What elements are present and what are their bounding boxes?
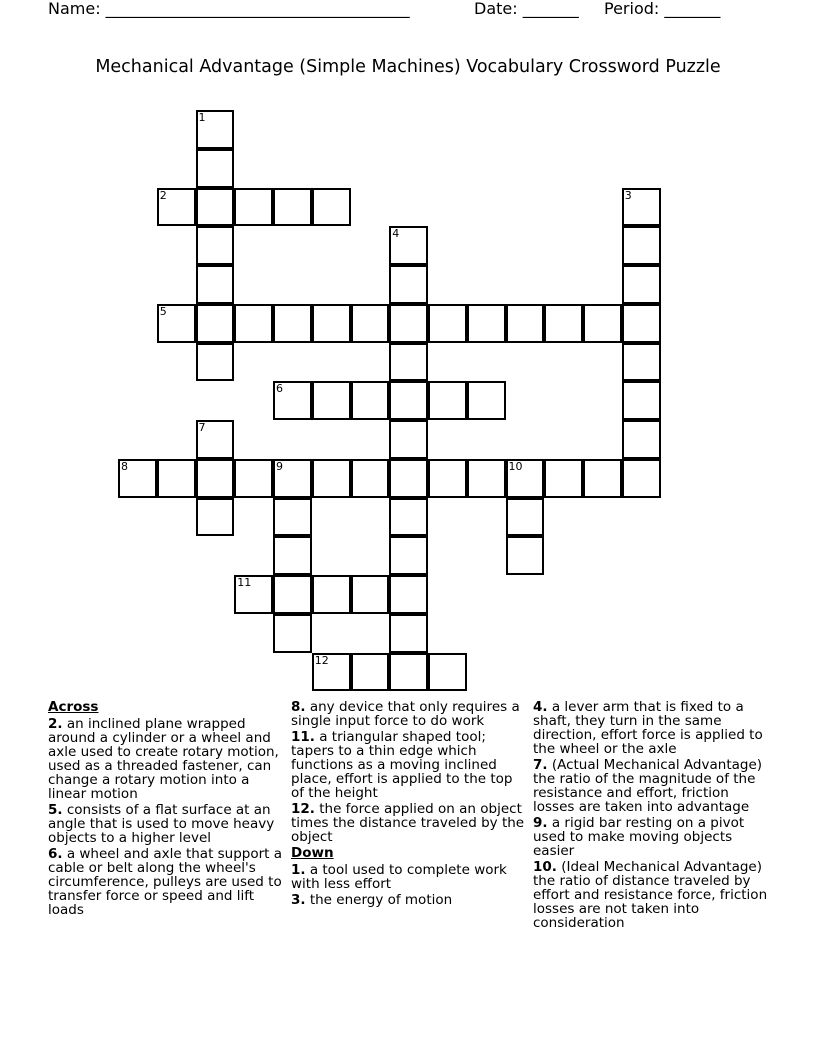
grid-cell[interactable] <box>351 653 390 692</box>
grid-cell[interactable] <box>196 110 235 149</box>
grid-cell[interactable] <box>389 498 428 537</box>
grid-cell[interactable] <box>234 459 273 498</box>
grid-cell[interactable] <box>544 459 583 498</box>
grid-cell[interactable] <box>622 459 661 498</box>
grid-cell[interactable] <box>351 575 390 614</box>
across-clue: 11. a triangular shaped tool; tapers to a thin edge which functions as a moving inclined place, effort is applied to the top of the height <box>291 729 513 801</box>
clue-number: 11 <box>237 576 252 589</box>
grid-cell[interactable] <box>312 381 351 420</box>
clue-number: 2 <box>159 188 167 202</box>
down-heading: Down <box>291 845 334 861</box>
grid-cell[interactable] <box>351 459 390 498</box>
grid-cell[interactable] <box>196 188 235 227</box>
across-clue: 12. the force applied on an object times the distance traveled by the object <box>291 801 525 845</box>
clue-number: 4 <box>392 227 400 241</box>
grid-cell[interactable] <box>389 420 428 459</box>
grid-cell[interactable] <box>622 343 661 382</box>
grid-cell[interactable] <box>351 304 390 343</box>
grid-cell[interactable] <box>389 614 428 653</box>
across-heading: Across <box>48 699 99 715</box>
grid-cell[interactable] <box>312 653 351 692</box>
grid-cell[interactable] <box>622 304 661 343</box>
grid-cell[interactable] <box>234 575 273 614</box>
clue-number: 5 <box>159 304 167 318</box>
grid-cell[interactable] <box>234 188 273 227</box>
clue-number: 8 <box>121 459 128 473</box>
clue-number: 6 <box>276 382 283 396</box>
grid-cell[interactable] <box>273 459 312 498</box>
date-field[interactable]: Date: _______ <box>474 0 579 18</box>
clue-column-3 <box>533 700 771 932</box>
grid-cell[interactable] <box>157 188 196 227</box>
grid-cell[interactable] <box>622 188 661 227</box>
across-clue: 5. consists of a flat surface at an angle that is used to move heavy objects to a higher level <box>48 802 275 846</box>
grid-cell[interactable] <box>622 381 661 420</box>
grid-cell[interactable] <box>622 226 661 265</box>
grid-cell[interactable] <box>351 381 390 420</box>
grid-cell[interactable] <box>389 343 428 382</box>
clue-number: 1 <box>198 111 206 124</box>
grid-cell[interactable] <box>196 265 235 304</box>
grid-cell[interactable] <box>506 498 545 537</box>
grid-cell[interactable] <box>389 459 428 498</box>
grid-cell[interactable] <box>467 304 506 343</box>
grid-cell[interactable] <box>196 420 235 459</box>
down-clue: 4. a lever arm that is fixed to a shaft, they turn in the same direction, effort force is applied to the wheel or the axle <box>533 699 763 757</box>
grid-cell[interactable] <box>196 304 235 343</box>
grid-cell[interactable] <box>428 381 467 420</box>
grid-cell[interactable] <box>467 381 506 420</box>
grid-cell[interactable] <box>273 498 312 537</box>
grid-cell[interactable] <box>118 459 157 498</box>
grid-cell[interactable] <box>157 304 196 343</box>
grid-cell[interactable] <box>234 304 273 343</box>
grid-cell[interactable] <box>273 188 312 227</box>
grid-cell[interactable] <box>544 304 583 343</box>
grid-cell[interactable] <box>196 498 235 537</box>
clue-number: 12 <box>314 653 329 667</box>
across-clue: 2. an inclined plane wrapped around a cylinder or a wheel and axle used to create rotary motion, used as a threaded fastener, can change a rotary motion into a linear motion <box>48 716 279 802</box>
across-clue: 8. any device that only requires a single input force to do work <box>291 699 520 729</box>
grid-cell[interactable] <box>506 304 545 343</box>
down-clue: 9. a rigid bar resting on a pivot used to make moving objects easier <box>533 815 745 859</box>
grid-cell[interactable] <box>196 149 235 188</box>
across-clue: 6. a wheel and axle that support a cable or belt along the wheel's circumference, pulleys are used to transfer force or speed and lift loads <box>48 846 283 918</box>
page-title: Mechanical Advantage (Simple Machines) Vocabulary Crossword Puzzle <box>95 57 721 77</box>
grid-cell[interactable] <box>389 381 428 420</box>
name-field[interactable]: Name: ______________________________________ <box>48 0 410 18</box>
grid-cell[interactable] <box>312 188 351 227</box>
grid-cell[interactable] <box>389 653 428 692</box>
clue-number: 9 <box>276 459 283 473</box>
grid-cell[interactable] <box>583 304 622 343</box>
clue-column-1 <box>48 700 286 919</box>
clue-number: 3 <box>624 188 632 202</box>
clue-number: 7 <box>198 421 206 434</box>
down-clue: 1. a tool used to complete work with less effort <box>291 862 507 892</box>
grid-cell[interactable] <box>467 459 506 498</box>
grid-cell[interactable] <box>196 226 235 265</box>
grid-cell[interactable] <box>273 536 312 575</box>
grid-cell[interactable] <box>312 304 351 343</box>
grid-cell[interactable] <box>157 459 196 498</box>
grid-cell[interactable] <box>389 265 428 304</box>
clue-number: 10 <box>508 459 523 473</box>
grid-cell[interactable] <box>622 265 661 304</box>
down-clue: 3. the energy of motion <box>291 892 453 908</box>
grid-cell[interactable] <box>389 575 428 614</box>
grid-cell[interactable] <box>428 653 467 692</box>
down-clue: 10. (Ideal Mechanical Advantage) the ratio of distance traveled by effort and resistance force, friction losses are not taken into consideration <box>533 859 768 931</box>
grid-cell[interactable] <box>389 536 428 575</box>
grid-cell[interactable] <box>312 459 351 498</box>
grid-cell[interactable] <box>273 575 312 614</box>
grid-cell[interactable] <box>389 304 428 343</box>
grid-cell[interactable] <box>273 614 312 653</box>
clue-column-2 <box>291 700 529 909</box>
grid-cell[interactable] <box>506 536 545 575</box>
grid-cell[interactable] <box>583 459 622 498</box>
grid-cell[interactable] <box>506 459 545 498</box>
down-clue: 7. (Actual Mechanical Advantage) the ratio of the magnitude of the resistance and effort, friction losses are taken into advantage <box>533 757 763 815</box>
grid-cell[interactable] <box>428 304 467 343</box>
grid-cell[interactable] <box>196 459 235 498</box>
period-field[interactable]: Period: _______ <box>604 0 721 18</box>
grid-cell[interactable] <box>273 304 312 343</box>
grid-cell[interactable] <box>196 343 235 382</box>
grid-cell[interactable] <box>428 459 467 498</box>
grid-cell[interactable] <box>622 420 661 459</box>
grid-cell[interactable] <box>312 575 351 614</box>
grid-cell[interactable] <box>389 226 428 265</box>
grid-cell[interactable] <box>273 381 312 420</box>
